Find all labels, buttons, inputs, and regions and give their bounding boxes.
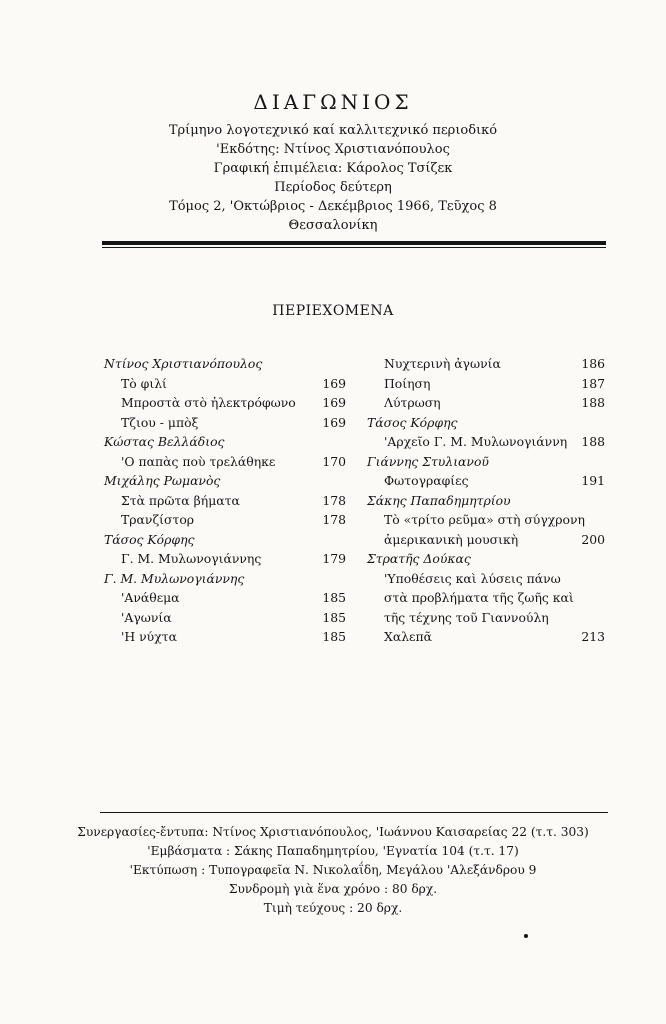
contents-entry (104, 413, 346, 433)
credits-line-price: Τιμὴ τεύχους : 20 δρχ. (263, 901, 403, 915)
entry-title: τῆς τέχνης τοῦ Γιαννούλη (384, 609, 549, 625)
page-number: 185 (322, 629, 346, 644)
contents-entry (104, 549, 346, 569)
footer-rule (100, 812, 608, 813)
credits-line-printing: 'Εκτύπωση : Τυπογραφεῖα Ν. Νικολαΐδη, Μεγάλου 'Αλεξάνδρου 9 (129, 863, 537, 877)
page-number: 169 (322, 414, 346, 430)
contents-entry (104, 452, 346, 472)
entry-title: Τρανζίστορ (121, 512, 195, 527)
contents-entry (104, 608, 346, 628)
contents-column-right (367, 354, 605, 647)
entry-title: 'Αγωνία (121, 609, 172, 625)
masthead-rule-thick (102, 241, 606, 245)
contents-author (367, 491, 605, 511)
contents-entry (367, 432, 605, 452)
entry-title: 'Ανάθεμα (121, 590, 180, 605)
page-number: 170 (322, 453, 346, 469)
entry-title: Τζιου - μπὸξ (121, 414, 199, 430)
author-name: Γ. Μ. Μυλωνογιάννης (104, 570, 245, 586)
contents-entry (367, 608, 605, 628)
masthead-line-period: Περίοδος δεύτερη (274, 180, 392, 195)
entry-title: Τὸ «τρίτο ρεῦμα» στὴ σύγχρονη (384, 512, 585, 527)
journal-title: ΔΙΑΓΩΝΙΟΣ (253, 90, 413, 114)
author-name: Τάσος Κόρφης (104, 531, 195, 547)
entry-title: Νυχτερινὴ ἀγωνία (384, 356, 501, 371)
contents-entry (104, 393, 346, 413)
entry-title: 'Υποθέσεις καὶ λύσεις πάνω (384, 570, 561, 586)
masthead-line-publisher: 'Εκδότης: Ντίνος Χριστιανόπουλος (216, 142, 450, 157)
masthead-line-issue: Τόμος 2, 'Οκτώβριος - Δεκέμβριος 1966, Τεῦχος 8 (169, 199, 497, 214)
page-number: 188 (581, 395, 605, 410)
contents-column-left (104, 354, 346, 647)
contents-author (104, 569, 346, 589)
author-name: Μιχάλης Ρωμανὸς (104, 473, 221, 488)
page-number: 213 (581, 629, 605, 644)
masthead-line-design: Γραφική ἐπιμέλεια: Κάρολος Τσίζεκ (213, 161, 453, 176)
page-number: 179 (322, 551, 346, 566)
entry-title: Λύτρωση (384, 395, 441, 410)
page-number: 169 (322, 375, 346, 391)
contents-author (104, 530, 346, 550)
author-name: Γιάννης Στυλιανοῦ (367, 453, 489, 469)
masthead-rule-thin (102, 247, 606, 248)
entry-title: στὰ προβλήματα τῆς ζωῆς καὶ (384, 590, 574, 605)
entry-title: Στὰ πρῶτα βήματα (121, 492, 240, 508)
contents-entry (104, 491, 346, 511)
author-name: Στρατῆς Δούκας (367, 551, 471, 566)
credits (0, 823, 666, 918)
contents-author (104, 471, 346, 491)
masthead (0, 90, 666, 235)
contents-entry (367, 471, 605, 491)
contents-entry (367, 530, 605, 550)
page-number: 187 (581, 375, 605, 391)
page-number: 178 (322, 492, 346, 508)
entry-title: 'Ο παπὰς ποὺ τρελάθηκε (121, 453, 276, 469)
page-number: 185 (322, 609, 346, 625)
entry-title: Φωτογραφίες (384, 473, 469, 488)
contents-entry (367, 569, 605, 589)
contents-heading: ΠΕΡΙΕΧΟΜΕΝΑ (272, 303, 394, 319)
entry-title: Χαλεπᾶ (384, 629, 432, 644)
contents-author (367, 549, 605, 569)
author-name: Κώστας Βελλάδιος (104, 434, 225, 449)
page-number: 185 (322, 590, 346, 605)
entry-title: ἀμερικανικὴ μουσικὴ (384, 531, 519, 547)
entry-title: Γ. Μ. Μυλωνογιάννης (121, 551, 262, 566)
page-number: 178 (322, 512, 346, 527)
credits-line-contributions: Συνεργασίες-ἔντυπα: Ντίνος Χριστιανόπουλος, 'Ιωάννου Καισαρείας 22 (τ.τ. 303) (77, 825, 589, 839)
contents-entry (367, 627, 605, 647)
contents-entry (367, 510, 605, 530)
contents-entry (367, 588, 605, 608)
contents-entry (104, 588, 346, 608)
entry-title: 'Η νύχτα (121, 629, 177, 644)
author-name: Ντίνος Χριστιανόπουλος (104, 356, 263, 371)
ink-dot (524, 934, 528, 938)
author-name: Σάκης Παπαδημητρίου (367, 492, 511, 508)
contents-author (104, 432, 346, 452)
contents-author (367, 452, 605, 472)
contents-entry (104, 510, 346, 530)
contents-entry (367, 354, 605, 374)
contents-entry (367, 374, 605, 394)
author-name: Τάσος Κόρφης (367, 414, 458, 430)
masthead-line-subtitle: Τρίμηνο λογοτεχνικό καί καλλιτεχνικό περιοδικό (168, 123, 498, 138)
entry-title: Τὸ φιλί (121, 375, 167, 391)
entry-title: Ποίηση (384, 375, 431, 391)
entry-title: 'Αρχεῖο Γ. Μ. Μυλωνογιάννη (384, 434, 568, 449)
page-number: 188 (581, 434, 605, 449)
credits-line-subscription: Συνδρομὴ γιὰ ἕνα χρόνο : 80 δρχ. (228, 882, 438, 896)
masthead-line-city: Θεσσαλονίκη (288, 218, 378, 233)
page-number: 169 (322, 395, 346, 410)
contents-entry (104, 374, 346, 394)
page-number: 200 (581, 531, 605, 547)
contents-author (104, 354, 346, 374)
entry-title: Μπροστὰ στὸ ἠλεκτρόφωνο (121, 395, 296, 410)
credits-line-remittances: 'Εμβάσματα : Σάκης Παπαδημητρίου, 'Εγνατία 104 (τ.τ. 17) (147, 844, 519, 858)
contents-entry (104, 627, 346, 647)
page-number: 186 (581, 356, 605, 371)
contents-entry (367, 393, 605, 413)
page-number: 191 (581, 473, 605, 488)
contents-author (367, 413, 605, 433)
